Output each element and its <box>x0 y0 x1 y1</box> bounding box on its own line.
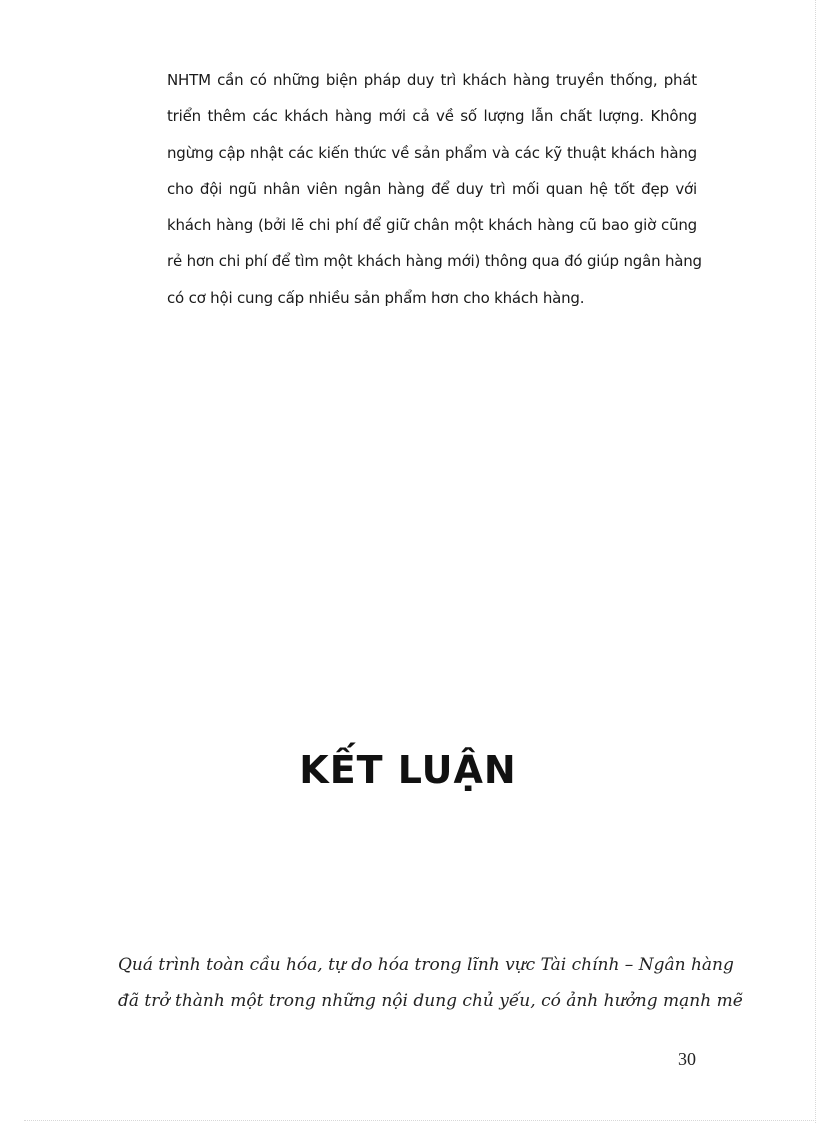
paragraph-line: có cơ hội cung cấp nhiều sản phẩm hơn cho khách hàng. <box>167 288 585 307</box>
paragraph-line: NHTM cần có những biện pháp duy trì khách hàng truyền thống, phát <box>167 71 697 89</box>
paragraph-line: triển thêm các khách hàng mới cả về số lượng lẫn chất lượng. Không <box>167 107 697 126</box>
paragraph-line: khách hàng (bởi lẽ chi phí để giữ chân một khách hàng cũ bao giờ cũng <box>167 216 697 235</box>
page-bottom-divider <box>24 1119 816 1121</box>
page-number: 30 <box>678 1049 696 1069</box>
section-heading: KẾT LUẬN <box>299 748 517 792</box>
paragraph-line: rẻ hơn chi phí để tìm một khách hàng mới) thông qua đó giúp ngân hàng <box>167 252 702 271</box>
paragraph-line: cho đội ngũ nhân viên ngân hàng để duy trì mối quan hệ tốt đẹp với <box>167 179 697 198</box>
body-paragraph <box>167 62 702 316</box>
paragraph-line: ngừng cập nhật các kiến thức về sản phẩm và các kỹ thuật khách hàng <box>167 143 697 162</box>
conclusion-line: đã trở thành một trong những nội dung chủ yếu, có ảnh hưởng mạnh mẽ <box>118 991 743 1011</box>
conclusion-paragraph <box>118 947 743 1019</box>
conclusion-line: Quá trình toàn cầu hóa, tự do hóa trong lĩnh vực Tài chính – Ngân hàng <box>118 955 734 975</box>
